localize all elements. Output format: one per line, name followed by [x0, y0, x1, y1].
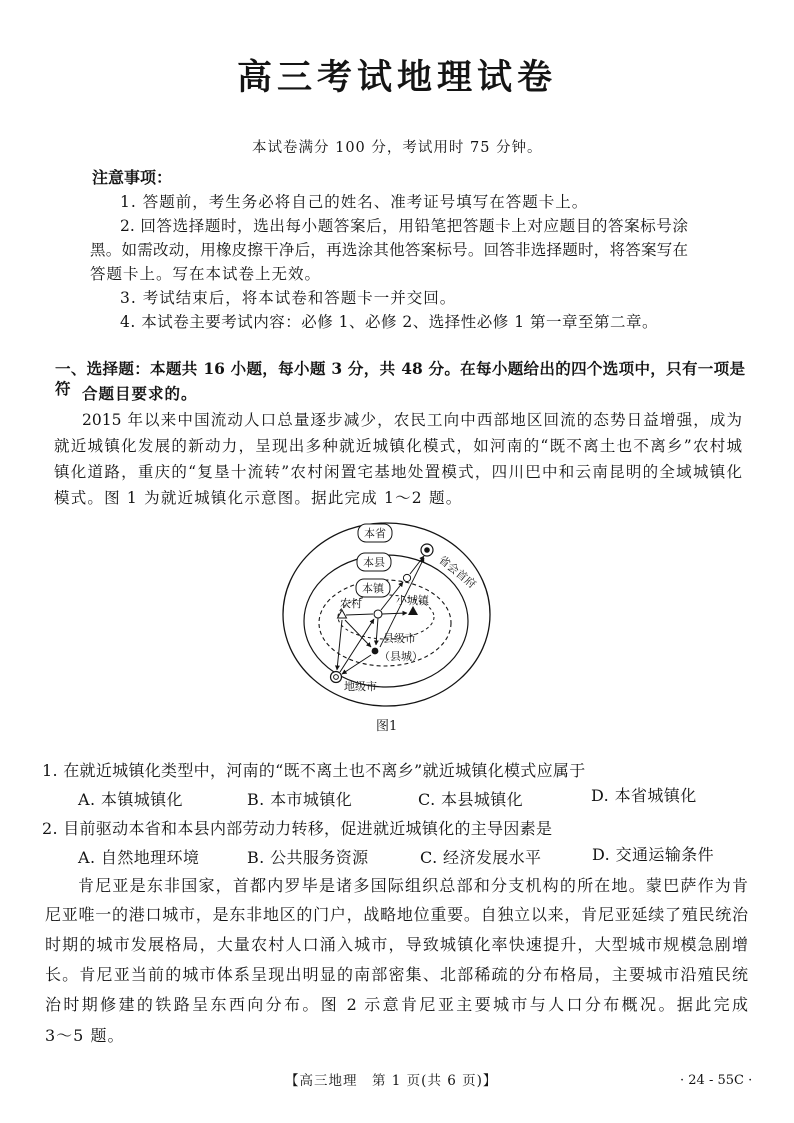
section-heading: 合题目要求的。	[82, 384, 198, 403]
notice-heading: 注意事项：	[92, 168, 173, 187]
passage-line: 时期的城市发展格局，大量农村人口涌入城市，导致城镇化率快速提升，大型城市规模急剧增	[45, 935, 748, 954]
notice-line: 答题卡上。写在本试卷上无效。	[90, 265, 322, 283]
county-city-label: 县级市	[383, 632, 416, 645]
arrow-village-to-small-town	[382, 613, 407, 614]
passage-line: 3～5 题。	[45, 1026, 125, 1045]
notice-line: 黑。如需改动，用橡皮擦干净后，再选涂其他答案标号。回答非选择题时，将答案写在	[90, 241, 688, 259]
question-stem: 1. 在就近城镇化类型中，河南的“既不离土也不离乡”就近城镇化模式应属于	[42, 761, 586, 780]
capital-marker-dot	[424, 547, 430, 553]
footer-page-info: 【高三地理 第 1 页(共 6 页)】	[285, 1073, 498, 1089]
exam-title: 高三考试地理试卷	[236, 57, 557, 98]
question-stem: 2. 目前驱动本省和本县内部劳动力转移，促进就近城镇化的主导因素是	[42, 819, 553, 838]
question-option: A. 自然地理环境	[78, 848, 200, 867]
county-boundary	[304, 555, 468, 687]
notice-line: 1. 答题前，考生务必将自己的姓名、准考证号填写在答题卡上。	[120, 193, 589, 211]
province-boundary	[283, 523, 490, 706]
figure-1-diagram	[270, 512, 510, 712]
notice-line: 4. 本试卷主要考试内容：必修 1、必修 2、选择性必修 1 第一章至第二章。	[120, 313, 659, 331]
passage-line: 2015 年以来中国流动人口总量逐步减少，农民工向中西部地区回流的态势日益增强，成为	[82, 411, 742, 429]
small-town-label: 小城镇	[396, 594, 429, 607]
question-option: B. 公共服务资源	[247, 848, 369, 867]
passage-line: 长。肯尼亚当前的城市体系呈现出明显的南部密集、北部稀疏的分布格局，主要城市沿殖民统	[45, 965, 748, 984]
passage-line: 模式。图 1 为就近城镇化示意图。据此完成 1～2 题。	[54, 489, 463, 507]
province-label: 本省	[364, 527, 386, 540]
town-label: 本镇	[362, 582, 384, 595]
question-option: A. 本镇城镇化	[78, 790, 183, 809]
arrow-rural-to-prefecture-city	[337, 620, 342, 670]
arrow-village-to-county-city	[376, 618, 378, 645]
footer-code: · 24 - 55C ·	[680, 1073, 753, 1088]
prefecture-city-label: 地级市	[344, 680, 377, 693]
question-option: C. 经济发展水平	[420, 848, 542, 867]
county-seat-label: （县城）	[379, 650, 423, 663]
passage-line: 治时期修建的铁路呈东西向分布。图 2 示意肯尼亚主要城市与人口分布概况。据此完成	[45, 995, 748, 1014]
section-heading: 一、选择题：本题共 16 小题，每小题 3 分，共 48 分。在每小题给出的四个选项中，只有一项是符	[55, 359, 745, 398]
notice-line: 3. 考试结束后，将本试卷和答题卡一并交回。	[120, 289, 457, 307]
prefecture-city-marker-inner	[334, 675, 339, 680]
village-center-marker	[374, 610, 382, 618]
notice-line: 2. 回答选择题时，选出每小题答案后，用铅笔把答题卡上对应题目的答案标号涂	[120, 217, 688, 235]
figure-1-caption: 图1	[376, 719, 398, 734]
village-label: 农村	[340, 597, 362, 610]
question-option: B. 本市城镇化	[247, 790, 353, 809]
capital-label: 省会首府	[436, 553, 479, 592]
question-option: D. 本省城镇化	[591, 786, 697, 805]
passage-line: 就近城镇化发展的新动力，呈现出多种就近城镇化模式，如河南的“既不离土也不离乡”农村城	[54, 437, 742, 455]
passage-line: 尼亚唯一的港口城市，是东非地区的门户，战略地位重要。自独立以来，肯尼亚延续了殖民统治	[45, 905, 748, 924]
town-marker	[403, 574, 410, 581]
question-option: C. 本县城镇化	[418, 790, 524, 809]
link-rural-to-village	[346, 614, 373, 615]
county-label: 本县	[363, 556, 385, 569]
question-option: D. 交通运输条件	[592, 845, 715, 864]
exam-subtitle: 本试卷满分 100 分，考试用时 75 分钟。	[252, 140, 543, 156]
passage-line: 镇化道路，重庆的“复垦十流转”农村闲置宅基地处置模式，四川巴中和云南昆明的全域城镇化	[54, 463, 742, 481]
small-town-marker	[408, 606, 418, 615]
passage-line: 肯尼亚是东非国家，首都内罗毕是诸多国际组织总部和分支机构的所在地。蒙巴萨作为肯	[78, 876, 748, 895]
arrow-rural-to-county-city	[345, 620, 371, 647]
county-city-marker	[372, 648, 379, 655]
